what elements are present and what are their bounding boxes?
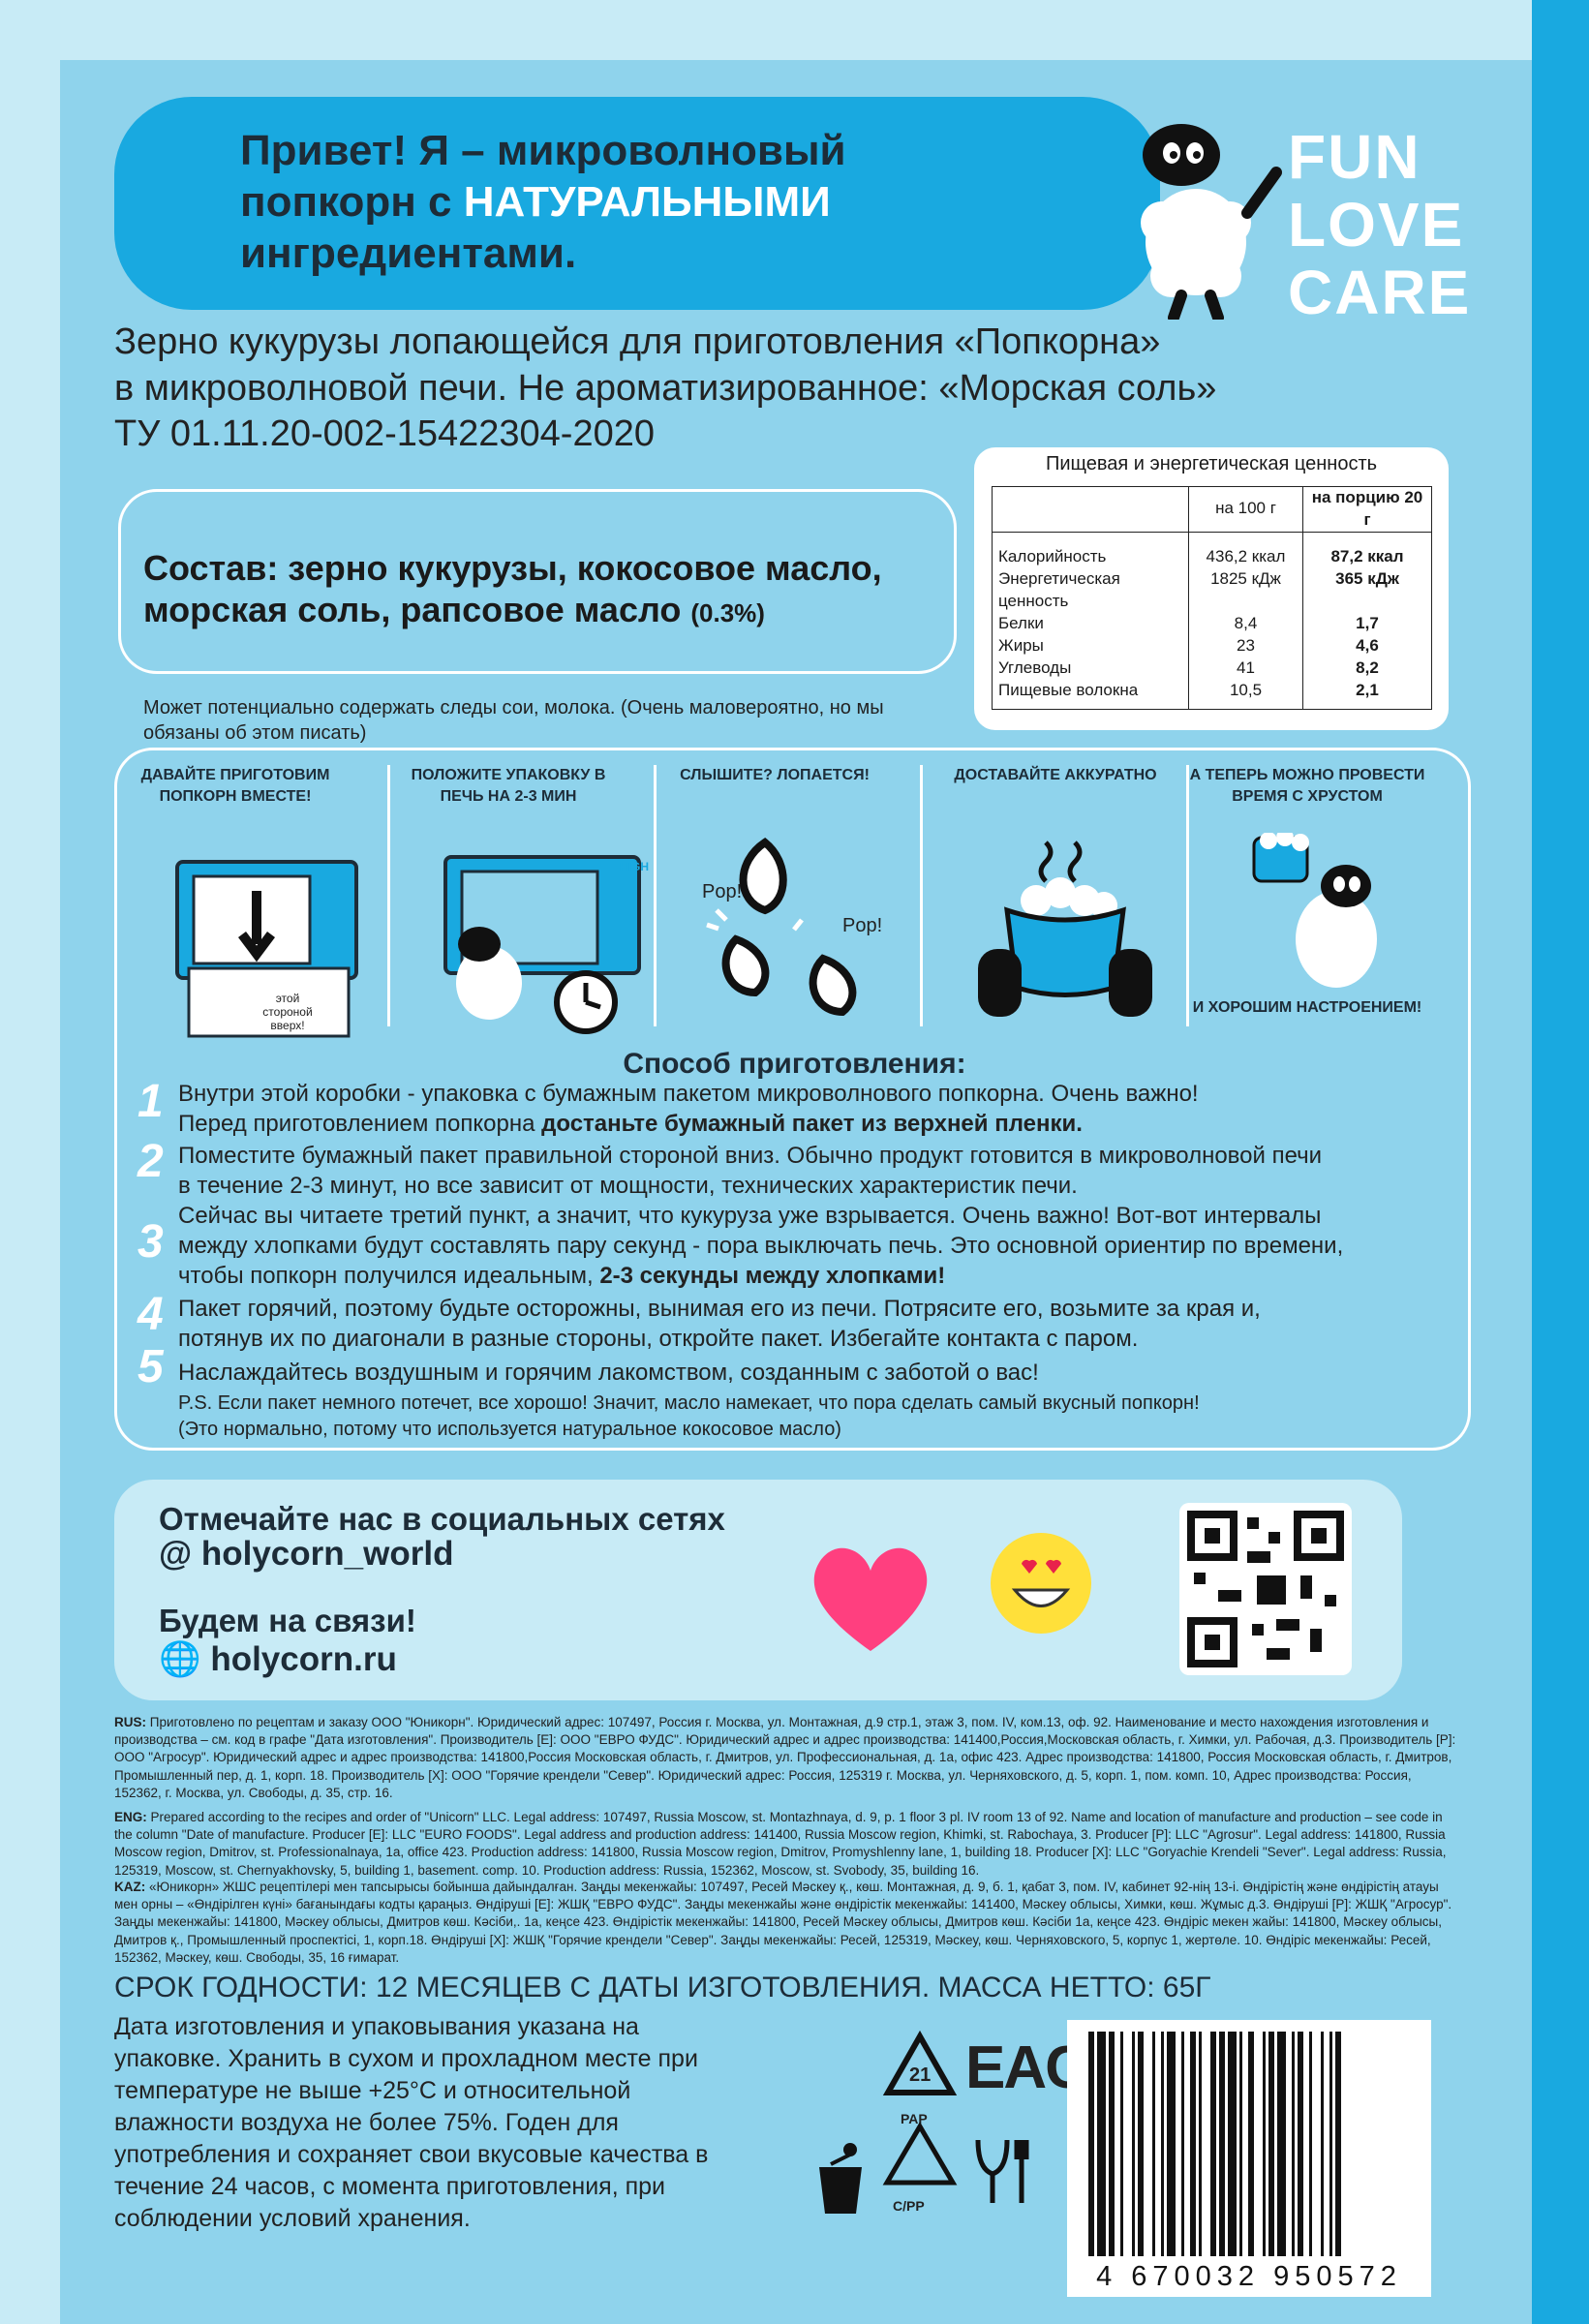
barcode-bar <box>1248 2032 1254 2256</box>
table-row <box>993 657 1432 680</box>
barcode-bar <box>1199 2032 1202 2256</box>
pop-label-1: Pop! <box>702 881 743 902</box>
nutrition-header-row <box>993 487 1432 533</box>
barcode-bar <box>1132 2032 1135 2256</box>
step-number-2: 2 <box>138 1136 164 1187</box>
shelf-life: СРОК ГОДНОСТИ: 12 МЕСЯЦЕВ С ДАТЫ ИЗГОТОВЛЕНИЯ. МАССА НЕТТО: 65Г <box>114 1972 1211 2003</box>
background-left <box>0 0 60 2324</box>
barcode-number: 4 670032 950572 <box>1096 2261 1402 2292</box>
method-step-2-line-2: в течение 2-3 минут, но все зависит от мощности, технических характеристик печи. <box>178 1173 1078 1200</box>
greeting-line-2a: попкорн с <box>240 177 464 226</box>
method-step-1-line-1: Внутри этой коробки - упаковка с бумажным пакетом микроволнового попкорна. Очень важно! <box>178 1081 1199 1107</box>
method-step-5 <box>178 1358 1437 1388</box>
product-line-1: Зерно кукурузы лопающейся для приготовления «Попкорна» <box>114 321 1161 362</box>
website-link[interactable] <box>159 1639 397 1679</box>
trash-bin-icon <box>811 2140 870 2217</box>
barcode-bar <box>1277 2032 1286 2256</box>
recycle-number: 21 <box>909 2064 932 2086</box>
greeting-highlight: НАТУРАЛЬНЫМИ <box>463 177 831 226</box>
composition-line-1: Состав: зерно кукурузы, кокосовое масло, <box>143 548 882 588</box>
nutrient-value-100g: 1825 кДж <box>1189 568 1303 613</box>
method-step-4-line-1: Пакет горячий, поэтому будьте осторожны, вынимая его из печи. Потрясите его, возьмите за края и, <box>178 1296 1261 1322</box>
barcode-bar <box>1138 2032 1144 2256</box>
step-number-3: 3 <box>138 1216 164 1268</box>
heart-icon <box>806 1540 936 1656</box>
nutrition-table <box>974 447 1449 730</box>
product-line-2: в микроволновой печи. Не ароматизированное: «Морская соль» <box>114 367 1217 409</box>
method-step-1-line-2-text: Перед приготовлением попкорна <box>178 1111 542 1138</box>
barcode-bar <box>1309 2032 1312 2256</box>
social-heading: Отмечайте нас в социальных сетях <box>159 1501 725 1537</box>
step-5-caption: А ТЕПЕРЬ МОЖНО ПРОВЕСТИ ВРЕМЯ С ХРУСТОМ <box>1189 767 1425 805</box>
method-step-3-line-3-text: чтобы попкорн получился идеальным, <box>178 1263 600 1290</box>
barcode-bar <box>1097 2032 1106 2256</box>
nutrient-value-portion: 4,6 <box>1303 635 1432 657</box>
table-row <box>993 680 1432 710</box>
method-step-3-line-3 <box>178 1261 1437 1291</box>
method-step-2 <box>178 1141 1437 1201</box>
barcode-bar <box>1335 2032 1341 2256</box>
table-row <box>993 613 1432 635</box>
step-number-4: 4 <box>138 1289 164 1340</box>
barcode-bar <box>1152 2032 1155 2256</box>
method-step-1 <box>178 1079 1437 1139</box>
nutrient-value-100g: 41 <box>1189 657 1303 680</box>
legal-rus <box>114 1714 1460 1802</box>
brand-slogan <box>1288 122 1472 329</box>
composition-text <box>143 547 937 630</box>
step-number-1: 1 <box>138 1076 164 1127</box>
eac-mark: EAC <box>965 2034 1086 2101</box>
nutrient-name: Углеводы <box>993 657 1189 680</box>
barcode-bar <box>1181 2032 1184 2256</box>
barcode <box>1067 2020 1431 2297</box>
method-step-4-line-2: потянув их по диагонали в разные стороны, откройте пакет. Избегайте контакта с паром. <box>178 1326 1139 1353</box>
barcode-bar <box>1268 2032 1274 2256</box>
step-4-caption: ДОСТАВАЙТЕ АККУРАТНО <box>954 767 1157 783</box>
step-1-caption: ДАВАЙТЕ ПРИГОТОВИМ ПОПКОРН ВМЕСТЕ! <box>140 767 330 805</box>
contact-heading: Будем на связи! <box>159 1603 416 1638</box>
barcode-bar <box>1210 2032 1216 2256</box>
barcode-bar <box>1120 2032 1123 2256</box>
method-step-1-line-2 <box>178 1109 1437 1139</box>
nutrient-value-100g: 436,2 ккал <box>1189 532 1303 567</box>
barcode-bar <box>1219 2032 1225 2256</box>
step-divider <box>920 765 923 1026</box>
barcode-bar <box>1109 2032 1115 2256</box>
legal-kaz <box>114 1879 1460 1967</box>
postscript-line-2: (Это нормально, потому что используется натуральное кокосовое масло) <box>178 1419 841 1440</box>
food-safe-icon <box>968 2130 1046 2208</box>
nutrient-name: Жиры <box>993 635 1189 657</box>
greeting-line-1: Привет! Я – микроволновый <box>240 127 846 174</box>
composition-line-2-text: морская соль, рапсовое масло <box>143 590 691 630</box>
nutrition-title: Пищевая и энергетическая ценность <box>1045 453 1378 474</box>
barcode-bar <box>1190 2032 1196 2256</box>
recycle-code-pp: C/PP <box>893 2198 925 2214</box>
table-row <box>993 635 1432 657</box>
social-bubble-tail <box>1373 1666 1402 1687</box>
method-step-3-bold: 2-3 секунды между хлопками! <box>599 1263 946 1290</box>
nutrient-value-portion: 2,1 <box>1303 680 1432 710</box>
background-edge <box>1532 0 1589 2324</box>
high-label: HIGH <box>620 860 649 873</box>
method-step-3 <box>178 1201 1437 1292</box>
method-step-3-line-2: между хлопками будут составлять пару секунд - пора выключать печь. Это основной ориентир по времени, <box>178 1233 1344 1260</box>
method-step-4 <box>178 1294 1437 1354</box>
barcode-bar <box>1298 2032 1303 2256</box>
nutrient-name: Энергетическая ценность <box>993 568 1189 613</box>
nutrient-name: Пищевые волокна <box>993 680 1189 710</box>
legal-kaz-text: «Юникорн» ЖШС рецептілері мен тапсырысы бойынша дайындалған. Заңды мекенжайы: 107497, Ресей Мәскеу қ., көш. Монтажная, д. 9, б. 1, қабат 3, пом. IV, кабинет 92-нің 13-і. Өндірістің және өндірістің атауы мен орны – «Өндірілген күні» бағанындағы кодты қараңыз. Өндіруші [E]: ЖШҚ "ЕВРО ФУДС". Заңды мекенжайы және өндірістік мекенжайы: 141400, Мәскеу облысы, Химки, көш. Жұмыс д.3. Өндіруші [Р]: ЖШҚ "Агросур". Заңды мекенжайы: 141800, Мәскеу облысы, Дмитров көш. Кәсіби,. 1а, кеңсе 423. Өндірістік мекенжайы: 141800, Ресей Мәскеу облысы, Дмитров көш. Кәсіби 1а, кеңсе 423. Өндіріс мекен жайы: 141800, Мәскеу облысы, Дмитров қ., Промышленный проспектісі, 1, корп.18. Өндіруші [Х]: ЖШҚ "Горячие крендели "Север". Заңды мекенжайы: Ресей, 125319, Мәскеу, көш. Черняховского, 5, корпус 1, жертөле. 10. Өндіріс мекенжайы: Ресей, 152362, Мәскеу, көш. Свободы, 35, 16 ғимарат. <box>114 1880 1452 1965</box>
composition-line-2 <box>143 589 937 630</box>
nutrient-value-100g: 10,5 <box>1189 680 1303 710</box>
legal-kaz-tag: KAZ: <box>114 1880 146 1894</box>
step-number-5: 5 <box>138 1341 164 1392</box>
nutrient-name: Калорийность <box>993 532 1189 567</box>
table-row <box>993 532 1432 567</box>
barcode-bar <box>1292 2032 1295 2256</box>
social-handle[interactable] <box>159 1535 453 1574</box>
storage-conditions: Дата изготовления и упаковывания указана на упаковке. Хранить в сухом и прохладном месте при температуре не выше +25°C и относительной влажности воздуха не более 75%. Годен для употребления и сохраняет свои вкусовые качества в течение 24 часов, с момента приготовления, при соблюдении условий хранения. <box>114 2013 709 2232</box>
qr-code-icon[interactable] <box>1179 1503 1352 1675</box>
method-title: Способ приготовления: <box>623 1048 966 1080</box>
nutrient-value-portion: 365 кДж <box>1303 568 1432 613</box>
nutrient-value-100g: 8,4 <box>1189 613 1303 635</box>
sheep-mascot-icon <box>1104 97 1288 320</box>
legal-eng-tag: ENG: <box>114 1810 147 1824</box>
barcode-bar <box>1161 2032 1164 2256</box>
good-mood-caption: И ХОРОШИМ НАСТРОЕНИЕМ! <box>1192 999 1422 1016</box>
nutrient-value-portion: 8,2 <box>1303 657 1432 680</box>
background-top <box>0 0 1589 60</box>
nutrition-grid <box>992 486 1432 710</box>
brand-love: LOVE <box>1288 190 1465 260</box>
legal-rus-text: Приготовлено по рецептам и заказу ООО "Юникорн". Юридический адрес: 107497, Россия г. Москва, ул. Монтажная, д.9 стр.1, этаж 3, пом. IV, ком.13, оф. 92. Наименование и место нахождения изготовления и производства – см. код в графе "Дата изготовления". Производитель [E]: ООО "ЕВРО ФУДС". Юридический адрес и адрес производства: 141400,Россия,Московская область, г. Химки, ул. Рабочая, д.3. Производитель [Р]: ООО "Агросур". Юридический адрес и адрес производства: 141800,Россия Московская область, г. Дмитров, ул. Профессиональная, д. 1а, офис 423. Адрес производства: 141800, Россия Московская область, г. Дмитров, Промышленный пер, д. 1, корп. 18. Производитель [Х]: ООО "Горячие крендели "Север". Юридический адрес: Россия, 125319 г. Москва, ул. Черняховского, д. 5, корп. 1, пом. комп. 10, Адрес производства: Россия, 152362, г. Москва, ул. Свободы, д. 35, стр. 16. <box>114 1715 1456 1800</box>
method-step-2-line-1: Поместите бумажный пакет правильной стороной вниз. Обычно продукт готовится в микроволновой печи <box>178 1143 1323 1169</box>
method-step-5-line-1: Наслаждайтесь воздушным и горячим лакомством, созданным с заботой о вас! <box>178 1360 1039 1386</box>
barcode-bar <box>1228 2032 1237 2256</box>
composition-percent: (0.3%) <box>690 598 765 628</box>
nutrition-header-portion: на порцию 20 г <box>1303 487 1432 533</box>
recycle-code-pap: PAP <box>901 2111 928 2126</box>
barcode-bar <box>1263 2032 1266 2256</box>
legal-rus-tag: RUS: <box>114 1715 146 1729</box>
heart-eyes-emoji-icon <box>988 1530 1094 1636</box>
product-description <box>114 320 1216 458</box>
barcode-bar <box>1321 2032 1324 2256</box>
barcode-bar <box>1167 2032 1176 2256</box>
legal-eng-text: Prepared according to the recipes and order of "Unicorn" LLC. Legal address: 107497, Russia Moscow, st. Montazhnaya, d. 9, p. 1 floor 3 pl. IV room 13 of 92. Name and location of manufacture and production – see code in the column "Date of manufacture. Producer [E]: LLC "EURO FOODS". Legal address and production address: 141400, Russia Moscow region, Khimki, st. Rabochaya, 3. Producer [P]: LLC "Agrosur". Legal address: 141800, Russia Moscow region, Dmitrov, st. Professionalnaya, 1a, office 423. Production address: 141800, Russia Moscow region, Dmitrov, Promyshlenny lane, 1, building 18. Producer [X]: LLC "Goryachie Krendeli "Sever". Legal address: Russia, 125319, Moscow, st. Chernyakhovsky, 5, building 1, basement. comp. 10. Production address: Russia, 152362, Moscow, st. Svobody, 35, building 16. <box>114 1810 1447 1878</box>
greeting-text <box>240 126 1112 279</box>
allergen-note: Может потенциально содержать следы сои, молока. (Очень маловероятно, но мы обязаны об этом писать) <box>143 697 884 744</box>
product-standard: ТУ 01.11.20-002-15422304-2020 <box>114 413 655 454</box>
greeting-line-3: ингредиентами. <box>240 229 577 277</box>
nutrient-name: Белки <box>993 613 1189 635</box>
nutrient-value-100g: 23 <box>1189 635 1303 657</box>
brand-fun: FUN <box>1288 122 1421 192</box>
barcode-bar <box>1239 2032 1242 2256</box>
website-text: holycorn.ru <box>210 1640 397 1678</box>
postscript-line-1: P.S. Если пакет немного потечет, все хорошо! Значит, масло намекает, что пора сделать самый вкусный попкорн! <box>178 1392 1200 1414</box>
globe-icon: 🌐 <box>159 1640 211 1678</box>
nutrient-value-portion: 1,7 <box>1303 613 1432 635</box>
nutrition-header-empty <box>993 487 1189 533</box>
nutrition-header-100g: на 100 г <box>1189 487 1303 533</box>
barcode-bar <box>1088 2032 1094 2256</box>
postscript <box>178 1391 1437 1443</box>
social-handle-text: holycorn_world <box>200 1535 454 1573</box>
pop-label-2: Pop! <box>842 915 883 936</box>
greeting-line-2 <box>240 177 1112 229</box>
method-step-3-line-1: Сейчас вы читаете третий пункт, а значит, что кукуруза уже взрывается. Очень важно! Вот-вот интервалы <box>178 1203 1322 1229</box>
recycle-pp-icon <box>881 2121 959 2198</box>
popcorn-bowl-icon <box>968 833 1162 1026</box>
barcode-bar <box>1329 2032 1332 2256</box>
step-3-caption: СЛЫШИТЕ? ЛОПАЕТСЯ! <box>680 767 870 783</box>
method-step-1-bold: достаньте бумажный пакет из верхней пленки. <box>541 1111 1083 1138</box>
nutrient-value-portion: 87,2 ккал <box>1303 532 1432 567</box>
brand-care: CARE <box>1288 258 1472 327</box>
legal-eng <box>114 1809 1460 1880</box>
step-2-caption: ПОЛОЖИТЕ УПАКОВКУ В ПЕЧЬ НА 2-3 МИН <box>411 767 606 805</box>
table-row <box>993 568 1432 613</box>
at-icon: @ <box>159 1535 201 1573</box>
sheep-with-popcorn-icon <box>1244 833 1409 997</box>
this-side-up-label: этой стороной вверх! <box>262 992 313 1032</box>
